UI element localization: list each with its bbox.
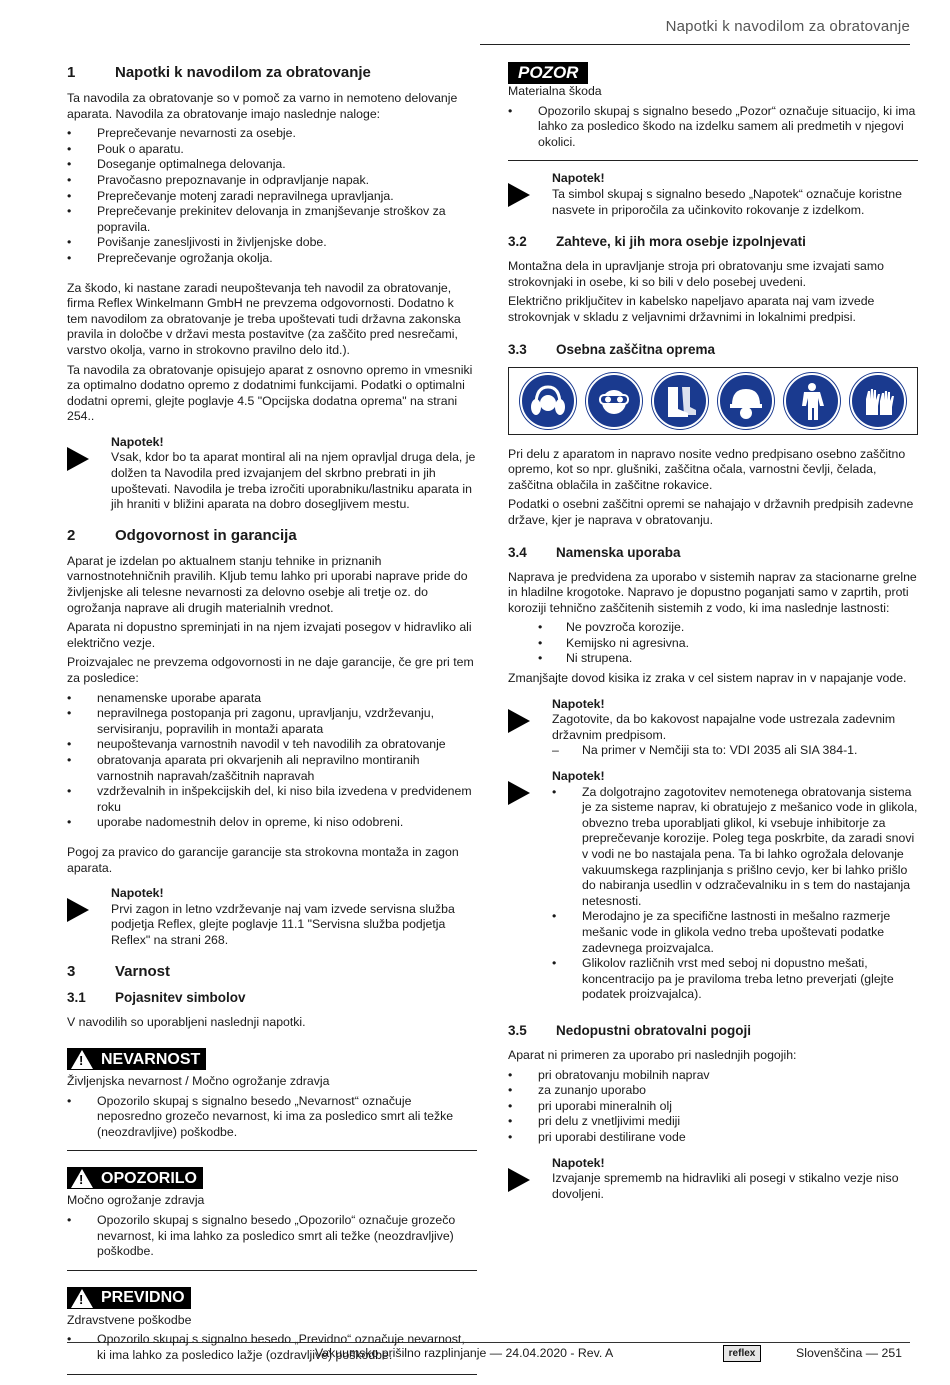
note-block	[508, 697, 918, 759]
paragraph: V navodilih so uporabljeni naslednji napotki.	[67, 1014, 306, 1029]
section-3-1-heading: 3.1 Pojasnitev simbolov	[67, 989, 246, 1005]
list-item: • neupoštevanja varnostnih navodil v teh navodilih za obratovanje	[67, 737, 477, 753]
safety-boots-icon	[652, 373, 708, 429]
running-header: Napotki k navodilom za obratovanje	[665, 18, 910, 35]
section-3-heading: 3 Varnost	[67, 962, 171, 980]
paragraph: Proizvajalec ne prevzema odgovornosti in ne daje garancije, če gre pri tem za posledice:	[67, 655, 474, 685]
list-item: • Kemijsko ni agresivna.	[508, 636, 918, 652]
paragraph: Montažna dela in upravljanje stroja pri obratovanju sme izvajati samo strokovnjaki in osebe, ki so bili v delo posebej uvedeni.	[508, 259, 884, 289]
consequence-list	[67, 691, 477, 831]
list-item: • Pouk o aparatu.	[67, 142, 477, 158]
list-item: • Preprečevanje motenj zaradi nepravilnega upravljanja.	[67, 189, 477, 205]
arrow-icon	[67, 886, 111, 948]
signal-subtitle: Materialna škoda	[508, 84, 602, 98]
task-list	[67, 126, 477, 266]
list-item: • nepravilnega postopanja pri zagonu, upravljanju, vzdrževanju, servisiranju, popravilih in montaži aparata	[67, 706, 477, 737]
paragraph: Za škodo, ki nastane zaradi neupoštevanja teh navodil za obratovanje, firma Reflex Winkelmann GmbH ne prevzema odgovornosti. Dodatno k tem navodilom za obratovanje je treba upoštevati tudi državna zakonska pravila in določbe v državi mesta postavitve (za zaščito pred nesrečami, varstvo okolja, varno in strokovno pravilno delo itd.).	[67, 280, 461, 357]
signal-warning	[67, 1161, 477, 1270]
list-item: • pri obratovanju mobilnih naprav	[508, 1068, 918, 1084]
gloves-icon	[850, 373, 906, 429]
note-block	[508, 171, 918, 218]
note-title: Napotek!	[552, 696, 605, 711]
signal-subtitle: Življenjska nevarnost / Močno ogrožanje zdravja	[67, 1074, 330, 1089]
protective-clothing-icon	[784, 373, 840, 429]
warning-triangle-icon	[71, 1169, 93, 1188]
paragraph: Pogoj za pravico do garancije garancije sta strokovna montaža in zagon aparata.	[67, 844, 459, 875]
paragraph: Pri delu z aparatom in napravo nosite vedno predpisano osebno zaščitno opremo, kot so npr. glušniki, zaščitna očala, varnostni čevlji, čelada, zaščitna oblačila in zaščitne rokavice.	[508, 446, 906, 492]
section-3-3-heading: 3.3 Osebna zaščitna oprema	[508, 341, 716, 357]
note-title: Napotek!	[111, 886, 164, 901]
paragraph: Naprava je predvidena za uporabo v sistemih naprav za stacionarne grelne in hladilne krogotoke. Napravo je dopustno poganjati samo v zaprtih, proti koroziji tehnično zaščitenih sistemih z vodo, ki ima naslednje lastnosti:	[508, 569, 917, 615]
note-title: Napotek!	[552, 171, 605, 186]
footer-page-number: Slovenščina — 251	[796, 1346, 902, 1360]
footer-doc-title: Vakuumsko prišilno razplinjanje — 24.04.2020 - Rev. A	[315, 1346, 614, 1360]
list-item: • pri delu z vnetljivimi mediji	[508, 1114, 918, 1130]
paragraph: Ta navodila za obratovanje so v pomoč za varno in nemoteno delovanje aparata. Navodila za obratovanje imajo naslednje naloge:	[67, 91, 458, 121]
note-block	[508, 1156, 918, 1203]
warning-triangle-icon	[71, 1289, 93, 1308]
arrow-icon	[508, 697, 552, 759]
warning-label: ! OPOZORILO	[67, 1167, 203, 1189]
paragraph: Aparat je izdelan po aktualnem stanju tehnike in priznanih varnostnotehničnih pravilih. Kljub temu lahko pri uporabi naprave pride do življenjske ali telesne nevarnosti za delovno osebje ali tretje oz. do ogrožanja naprave ali drugih materialnih vrednot.	[67, 553, 468, 615]
caution-label: ! PREVIDNO	[67, 1287, 191, 1309]
signal-pozor	[508, 62, 918, 161]
paragraph: Podatki o osebni zaščitni opremi se nahajajo v državnih predpisih zadevne države, kjer je naprava v obratovanju.	[508, 497, 914, 527]
section-3-5-heading: 3.5 Nedopustni obratovalni pogoji	[508, 1022, 751, 1038]
section-3-4-heading: 3.4 Namenska uporaba	[508, 544, 681, 560]
list-item: • pri uporabi mineralnih olj	[508, 1099, 918, 1115]
note-block	[67, 886, 477, 948]
list-item: • Za dolgotrajno zagotovitev nemotenega obratovanja sistema je za sisteme naprav, ki obratujejo z mešanico vode in glikola, obvezno treba uporabljati glikol, ki vsebuje inhibitorje za preprečevanje korozije. Poleg tega poskrbite, da zaradi snovi v vodi ne bo nastajala pena. Ta bi lahko ogrožala delovanje vakuumskega razplinjanja s prišlno cevjo, ker bi lahko prišlo do nabiranja usedlin v odzračevalniku in s tem do nastajanja netesnosti.	[552, 785, 918, 910]
ppe-icons	[508, 367, 918, 435]
list-item: • Preprečevanje nevarnosti za osebje.	[67, 126, 477, 142]
reflex-logo: reflex	[723, 1345, 761, 1362]
list-item: • Preprečevanje ogrožanja okolja.	[67, 251, 477, 267]
pozor-label: POZOR	[508, 62, 588, 84]
list-item: • uporabe nadomestnih delov in opreme, ki niso odobreni.	[67, 815, 477, 831]
signal-caution	[67, 1281, 477, 1375]
note-title: Napotek!	[552, 1155, 605, 1170]
note-block	[508, 769, 918, 1007]
note-text: Vsak, kdor bo ta aparat montiral ali na njem opravljal druga dela, je dolžen ta Navodila pred izvajanjem del skrbno prebrati in jih upoštevati. Navodila je treba izročiti uporabniku/lastniku aparata in jih hraniti v bližini aparata na dobro dosegljivem mestu.	[111, 450, 476, 512]
list-item: • pri uporabi destilirane vode	[508, 1130, 918, 1146]
list-item: • obratovanja aparata pri okvarjenih ali nepravilno montiranih varnostnih napravah/zaščitnih napravah	[67, 753, 477, 784]
paragraph: Aparat ni primeren za uporabo pri naslednjih pogojih:	[508, 1047, 797, 1062]
danger-label: ! NEVARNOST	[67, 1048, 206, 1070]
paragraph: Aparata ni dopustno spreminjati in na njem izvajati posegov v hidravliko ali električno vezje.	[67, 620, 472, 650]
header-rule	[480, 44, 910, 45]
paragraph: Zmanjšajte dovod kisika iz zraka v cel sistem naprav in v napajanje vode.	[508, 671, 907, 686]
note-dash-item: – Na primer v Nemčiji sta to: VDI 2035 ali SIA 384-1.	[552, 743, 918, 759]
list-item: • za zunanjo uporabo	[508, 1083, 918, 1099]
arrow-icon	[508, 769, 552, 1007]
list-item: • nenamenske uporabe aparata	[67, 691, 477, 707]
arrow-icon	[67, 435, 111, 513]
conditions-list	[508, 1068, 918, 1146]
list-item: • Ni strupena.	[508, 651, 918, 667]
list-item: • Pravočasno prepoznavanje in odpravljanje napak.	[67, 173, 477, 189]
note-text: Izvajanje sprememb na hidravliki ali posegi v stikalno vezje niso dovoljeni.	[552, 1171, 899, 1201]
note-text: Ta simbol skupaj s signalno besedo „Napotek“ označuje koristne nasvete in priporočila za učinkovito rokovanje z izdelkom.	[552, 186, 902, 217]
arrow-icon	[508, 171, 552, 218]
list-item: • Opozorilo skupaj s signalno besedo „Pozor“ označuje situacijo, ki ima lahko za posledico škodo na izdelku samem ali predmetih v njegovi okolici.	[508, 104, 918, 151]
right-column	[508, 62, 918, 1212]
footer-rule	[67, 1342, 910, 1343]
note-block	[67, 435, 477, 513]
list-item: • Doseganje optimalnega delovanja.	[67, 157, 477, 173]
signal-subtitle: Zdravstvene poškodbe	[67, 1312, 192, 1327]
list-item: • Povišanje zanesljivosti in življenjske dobe.	[67, 235, 477, 251]
note-title: Napotek!	[111, 434, 164, 449]
paragraph: Električno priključitev in kabelsko napeljavo aparata naj vam izvede strokovnjak v skladu z veljavnimi državnimi in lokalnimi predpisi.	[508, 294, 875, 324]
list-item: • Glikolov različnih vrst med seboj ni dopustno mešati, koncentracijo pa je praviloma treba letno preverjati (glejte podatek proizvajalca).	[552, 956, 918, 1003]
section-2-heading: 2 Odgovornost in garancija	[67, 526, 297, 544]
paragraph: Ta navodila za obratovanje opisujejo aparat z osnovno opremo in vmesniki za optimalno dodatno opremo z dodatnimi funkcijami. Podatki o optimalni dodatni opremi, glejte poglavje 4.5 "Opcijska dodatna oprema" na strani 254..	[67, 362, 473, 424]
safety-goggles-icon	[586, 373, 642, 429]
list-item: • Merodajno je za specifične lastnosti in mešalno razmerje mešanic vode in glikola vedno treba upoštevati podatke zadevnega proizvajalca.	[552, 909, 918, 956]
helmet-icon	[718, 373, 774, 429]
list-item: • Opozorilo skupaj s signalno besedo „Previdno“ označuje nevarnost, ki ima lahko za posledico lažje (ozdravljive) poškodbe.	[67, 1332, 477, 1363]
properties-list	[508, 620, 918, 667]
note-text: Zagotovite, da bo kakovost napajalne vode ustrezala zadevnim državnim predpisom.	[552, 712, 896, 742]
list-item: • vzdrževalnih in inšpekcijskih del, ki niso bila izvedena v predvidenem roku	[67, 784, 477, 815]
ear-protection-icon	[520, 373, 576, 429]
list-item: • Opozorilo skupaj s signalno besedo „Opozorilo“ označuje grozečo nevarnost, ki ima lahko za posledico smrt ali težke (neozdravljive) poškodbe.	[67, 1213, 477, 1260]
list-item: • Opozorilo skupaj s signalno besedo „Nevarnost“ označuje neposredno grozečo nevarnost, ki ima za posledico smrt ali težke (neozdravljive) poškodbe.	[67, 1094, 477, 1141]
signal-subtitle: Močno ogrožanje zdravja	[67, 1193, 205, 1208]
arrow-icon	[508, 1156, 552, 1203]
signal-danger	[67, 1042, 477, 1151]
section-1-heading: 1 Napotki k navodilom za obratovanje	[67, 64, 371, 81]
note-text: Prvi zagon in letno vzdrževanje naj vam izvede servisna služba podjetja Reflex, glejte poglavje 11.1 "Servisna služba podjetja Reflex" na strani 268.	[111, 901, 455, 947]
warning-triangle-icon	[71, 1050, 93, 1069]
section-3-2-heading: 3.2 Zahteve, ki jih mora osebje izpolnjevati	[508, 234, 806, 250]
left-column	[67, 60, 477, 1385]
note-title: Napotek!	[552, 769, 605, 784]
list-item: • Preprečevanje prekinitev delovanja in zmanjševanje stroškov za popravila.	[67, 204, 477, 235]
list-item: • Ne povzroča korozije.	[508, 620, 918, 636]
